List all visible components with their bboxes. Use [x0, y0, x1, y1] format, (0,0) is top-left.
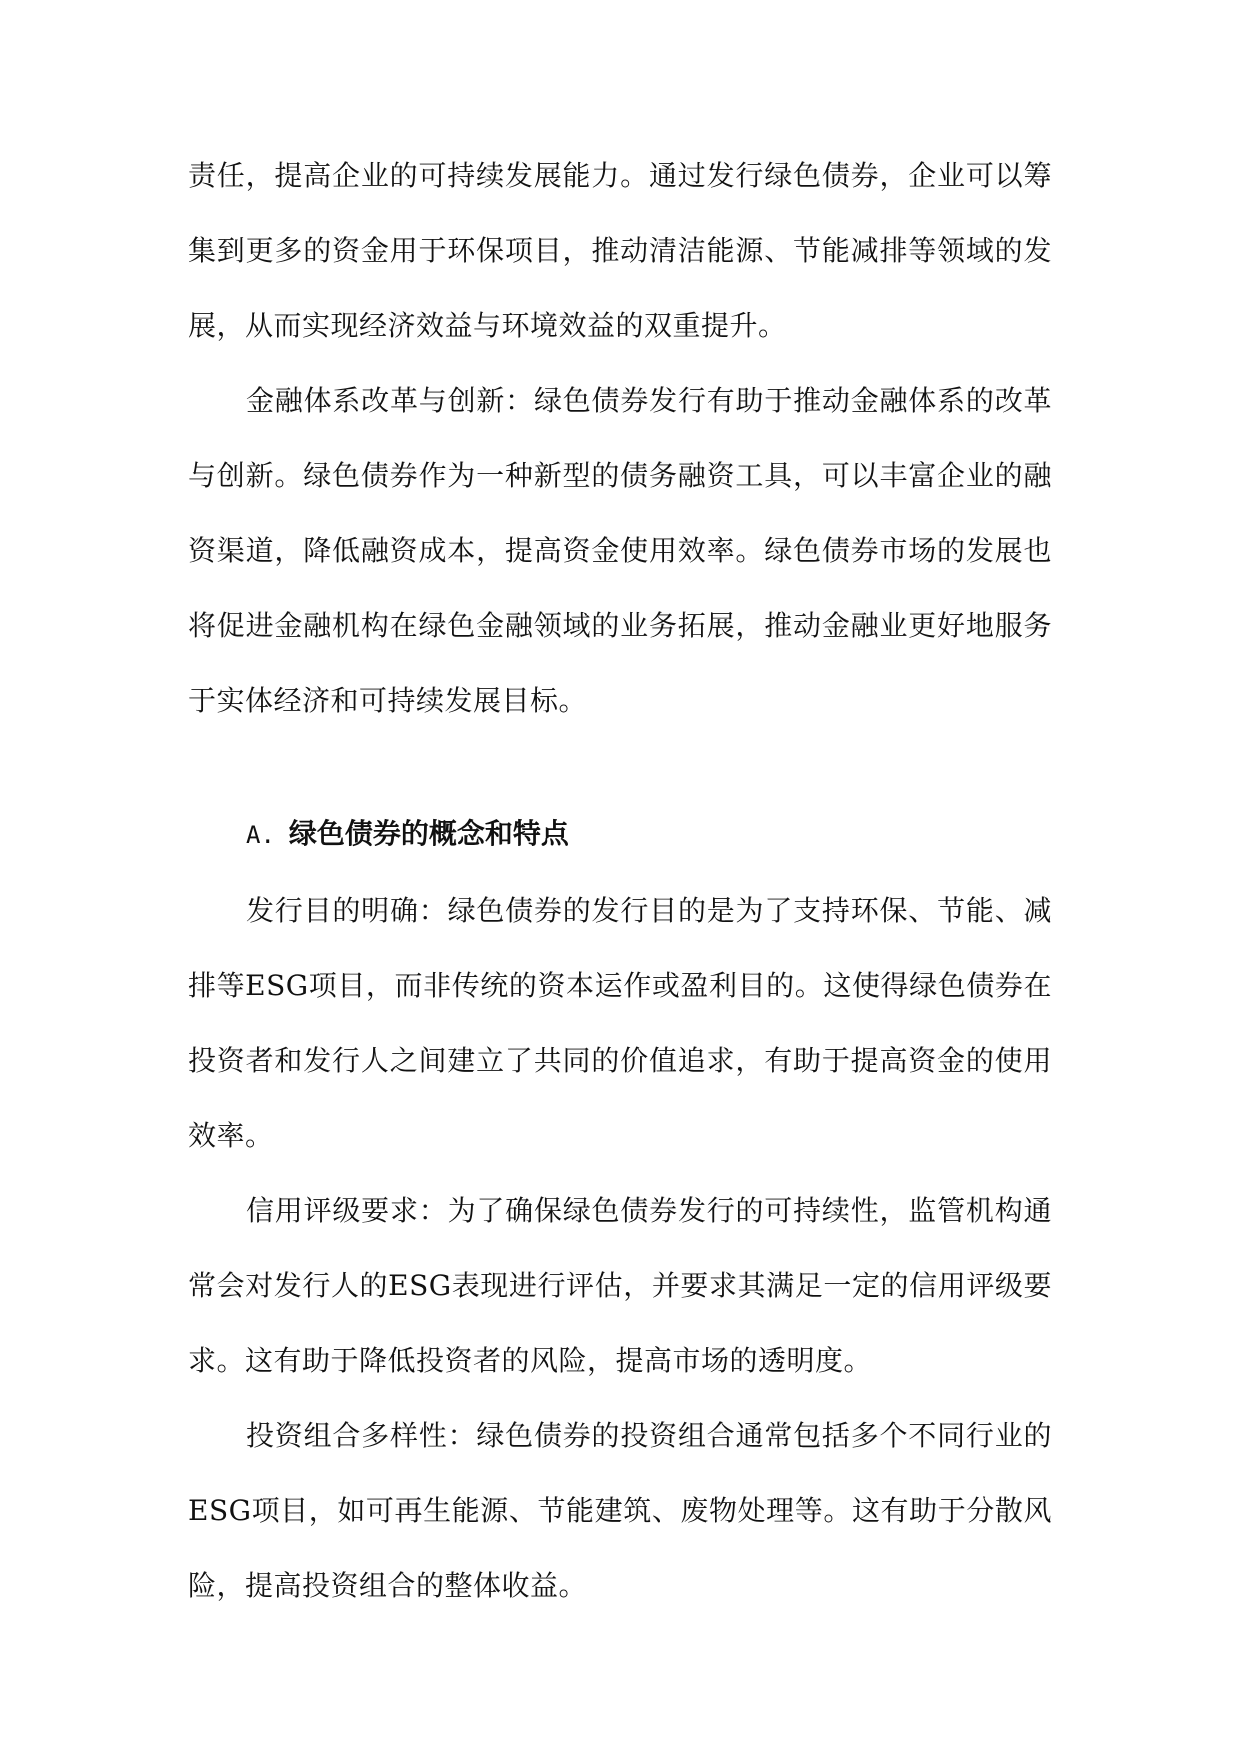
paragraph-portfolio-diversity: 投资组合多样性：绿色债券的投资组合通常包括多个不同行业的ESG项目，如可再生能源、节能建筑、废物处理等。这有助于分散风险，提高投资组合的整体收益。 [188, 1419, 1052, 1602]
paragraph-clear-purpose: 发行目的明确：绿色债券的发行目的是为了支持环保、节能、减排等ESG项目，而非传统的资本运作或盈利目的。这使得绿色债券在投资者和发行人之间建立了共同的价值追求，有助于提高资金的使用效率。 [188, 894, 1052, 1152]
section-heading [188, 796, 1052, 873]
paragraph-financial-reform: 金融体系改革与创新：绿色债券发行有助于推动金融体系的改革与创新。绿色债券作为一种新型的债务融资工具，可以丰富企业的融资渠道，降低融资成本，提高资金使用效率。绿色债券市场的发展也将促进金融机构在绿色金融领域的业务拓展，推动金融业更好地服务于实体经济和可持续发展目标。 [188, 384, 1052, 717]
paragraph-continued: 责任，提高企业的可持续发展能力。通过发行绿色债券，企业可以筹集到更多的资金用于环保项目，推动清洁能源、节能减排等领域的发展，从而实现经济效益与环境效益的双重提升。 [188, 159, 1052, 342]
section-label: A. [246, 821, 275, 849]
section-title: 绿色债券的概念和特点 [288, 817, 569, 850]
document-body [188, 138, 1052, 1623]
paragraph-credit-rating: 信用评级要求：为了确保绿色债券发行的可持续性，监管机构通常会对发行人的ESG表现进行评估，并要求其满足一定的信用评级要求。这有助于降低投资者的风险，提高市场的透明度。 [188, 1194, 1052, 1377]
